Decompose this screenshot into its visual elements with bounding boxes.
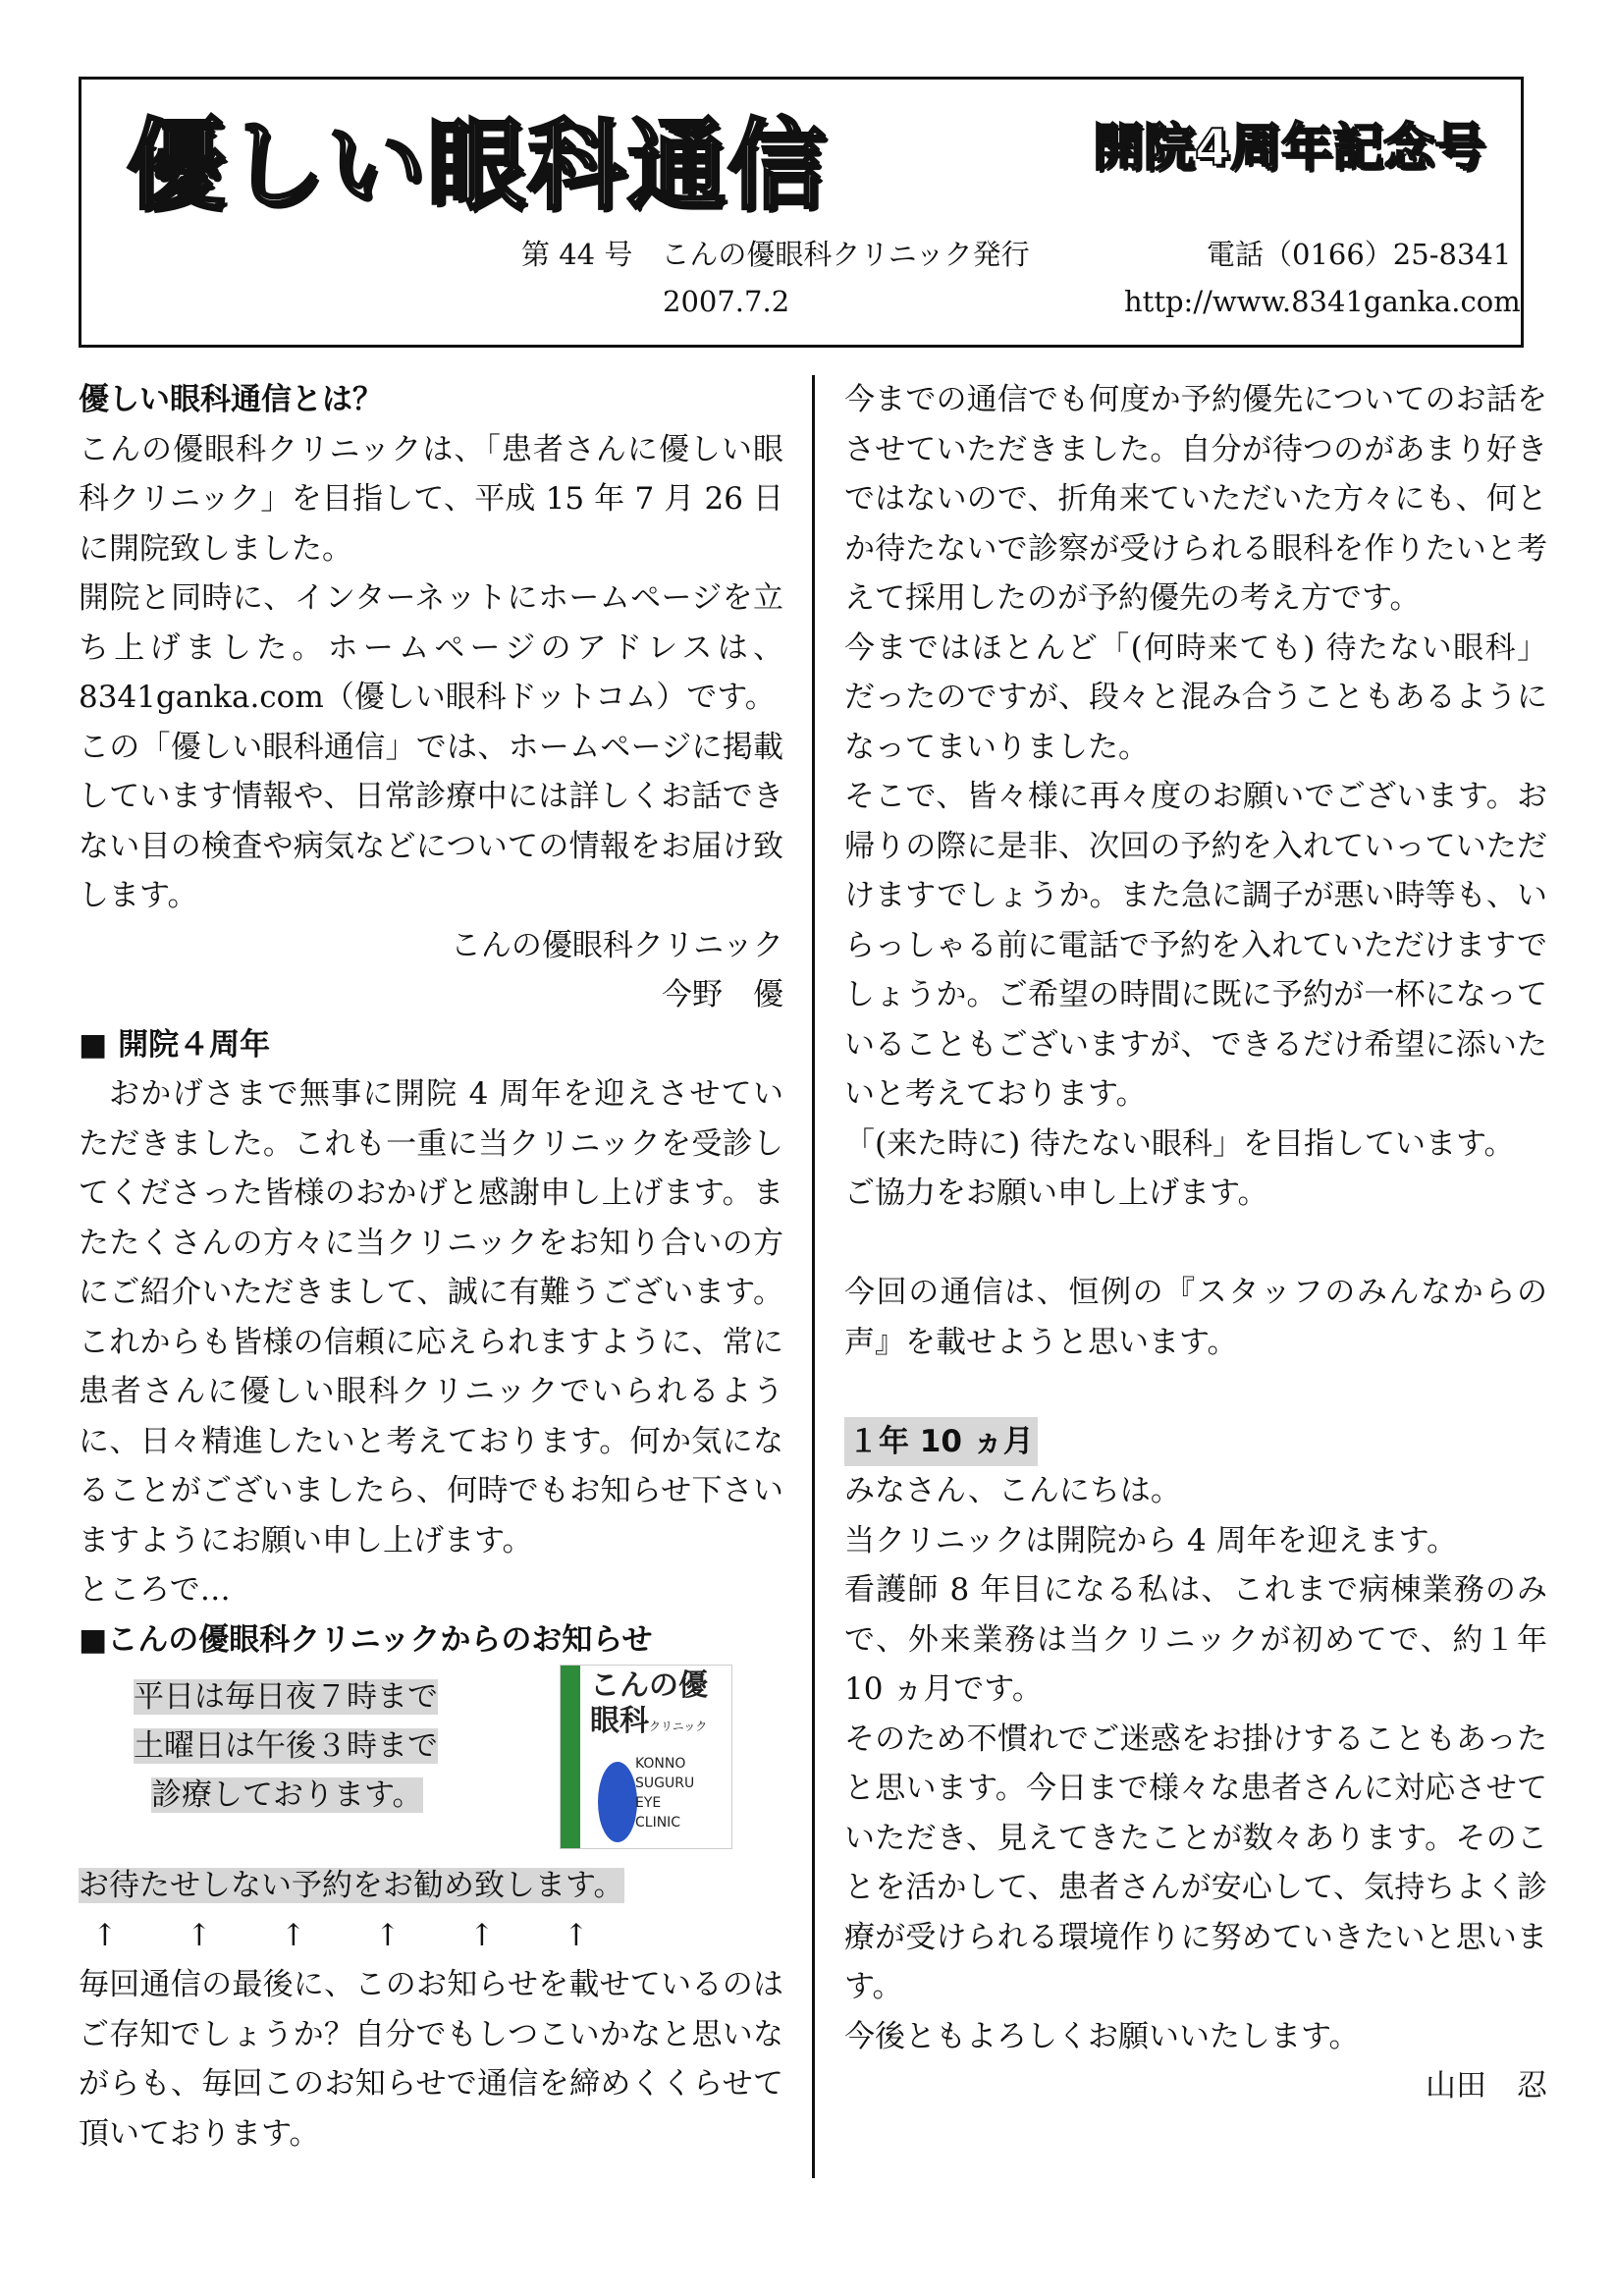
logo-text-2: 眼科クリニック: [590, 1704, 708, 1738]
up-arrow-icon: ↑: [281, 1917, 306, 1953]
anniversary-heading: ■ 開院４周年: [79, 1026, 271, 1063]
staff-paragraph-1: 当クリニックは開院から 4 周年を迎えます。: [844, 1522, 1458, 1558]
clinic-logo: [560, 1665, 732, 1849]
phone-number: 電話（0166）25-8341: [1207, 238, 1512, 271]
reservation-paragraph-4: 「(来た時に) 待たない眼科」を目指しています。: [844, 1125, 1515, 1162]
reservation-paragraph-5: ご協力をお願い申し上げます。: [844, 1175, 1268, 1211]
staff-paragraph-4: 今後ともよろしくお願いいたします。: [844, 2018, 1360, 2054]
left-column: [79, 375, 783, 2159]
anniversary-paragraph: おかげさまで無事に開院 4 周年を迎えさせていただきました。これも一重に当クリニックを受診してくださった皆様のおかげと感謝申し上げます。またたくさんの方々に当クリニックをお知り合いの方にご紹介いただきまして、誠に有難うございます。これからも皆様の信頼に応えられますように、常に患者さんに優しい眼科クリニックでいられるように、日々精進したいと考えております。何か気になることがございましたら、何時でもお知らせ下さいますようにお願い申し上げます。: [79, 1076, 783, 1558]
up-arrow-icon: ↑: [375, 1917, 401, 1953]
hours-note: 診療しております。: [151, 1777, 423, 1813]
intro-paragraph-3: この「優しい眼科通信」では、ホームページに掲載しています情報や、日常診療中には詳しくお話できない目の検査や病気などについての情報をお届け致します。: [79, 729, 783, 913]
logo-text-1: こんの優: [590, 1668, 708, 1703]
logo-green-bar: [561, 1666, 580, 1848]
staff-intro-paragraph: 今回の通信は、恒例の『スタッフのみんなからの声』を載せようと思います。: [844, 1275, 1547, 1360]
staff-greeting: みなさん、こんにちは。: [844, 1473, 1181, 1508]
staff-signature: 山田 忍: [1426, 2068, 1547, 2104]
right-column: [844, 375, 1547, 2111]
newsletter-header: [79, 77, 1524, 348]
up-arrow-icon: ↑: [92, 1917, 118, 1953]
issue-date: 2007.7.2: [663, 285, 790, 318]
column-divider: [812, 375, 815, 2178]
arrow-row: [79, 1911, 783, 1961]
intro-heading: 優しい眼科通信とは？: [79, 382, 383, 417]
issue-line: 第 44 号 こんの優眼科クリニック発行: [521, 238, 1030, 271]
intro-paragraph-2: 開院と同時に、インターネットにホームページを立ち上げました。ホームページのアドレスは、8341ganka.com（優しい眼科ドットコム）です。: [79, 580, 783, 715]
up-arrow-icon: ↑: [469, 1917, 495, 1953]
notice-box: [79, 1665, 783, 1875]
newsletter-title: 優しい眼科通信: [127, 108, 828, 223]
special-issue-label: 開院4周年記念号: [1092, 119, 1485, 178]
up-arrow-icon: ↑: [564, 1917, 589, 1953]
staff-heading: １年 10 ヵ月: [844, 1417, 1038, 1467]
staff-paragraph-3: そのため不慣れでご迷惑をお掛けすることもあったと思います。今日まで様々な患者さんに対応させていただき、見えてきたことが数々あります。そのことを活かして、患者さんが安心して、気持ちよく診療が受けられる環境作りに努めていきたいと思います。: [844, 1721, 1548, 2004]
tokorode-text: ところで…: [79, 1572, 231, 1608]
reservation-paragraph-2: 今まではほとんど「(何時来ても) 待たない眼科」だったのですが、段々と混み合うこともあるようになってまいりました。: [844, 629, 1547, 765]
intro-paragraph-1: こんの優眼科クリニックは、「患者さんに優しい眼科クリニック」を目指して、平成 15 年 7 月 26 日に開院致しました。: [79, 431, 783, 567]
logo-english: KONNO SUGURU EYE CLINIC: [635, 1756, 695, 1831]
signature-clinic: こんの優眼科クリニック: [450, 927, 783, 963]
up-arrow-icon: ↑: [187, 1917, 212, 1953]
staff-paragraph-2: 看護師 8 年目になる私は、これまで病棟業務のみで、外来業務は当クリニックが初めてで、約１年 10 ヵ月です。: [844, 1572, 1547, 1707]
website-url[interactable]: http://www.8341ganka.com: [1124, 285, 1521, 318]
reservation-paragraph-1: 今までの通信でも何度か予約優先についてのお話をさせていただきました。自分が待つのがあまり好きではないので、折角来ていただいた方々にも、何とか待たないで診察が受けられる眼科を作りたいと考えて採用したのが予約優先の考え方です。: [844, 382, 1547, 616]
closing-paragraph: 毎回通信の最後に、このお知らせを載せているのはご存知でしょうか？自分でもしつこいかなと思いながらも、毎回このお知らせで通信を締めくくらせて頂いております。: [79, 1967, 783, 2152]
hours-weekday: 平日は毎日夜７時まで: [134, 1679, 438, 1715]
reservation-notice: お待たせしない予約をお勧め致します。: [79, 1868, 624, 1903]
hours-saturday: 土曜日は午後３時まで: [134, 1728, 438, 1764]
reservation-paragraph-3: そこで、皆々様に再々度のお願いでございます。お帰りの際に是非、次回の予約を入れていっていただけますでしょうか。また急に調子が悪い時等も、いらっしゃる前に電話で予約を入れていただけますでしょうか。ご希望の時間に既に予約が一杯になっていることもございますが、できるだけ希望に添いたいと考えております。: [844, 779, 1547, 1112]
signature-name: 今野 優: [662, 977, 783, 1012]
logo-blue-dot: [598, 1762, 637, 1842]
hours-notice: [134, 1672, 438, 1820]
notice-heading: ■こんの優眼科クリニックからのお知らせ: [79, 1621, 653, 1658]
